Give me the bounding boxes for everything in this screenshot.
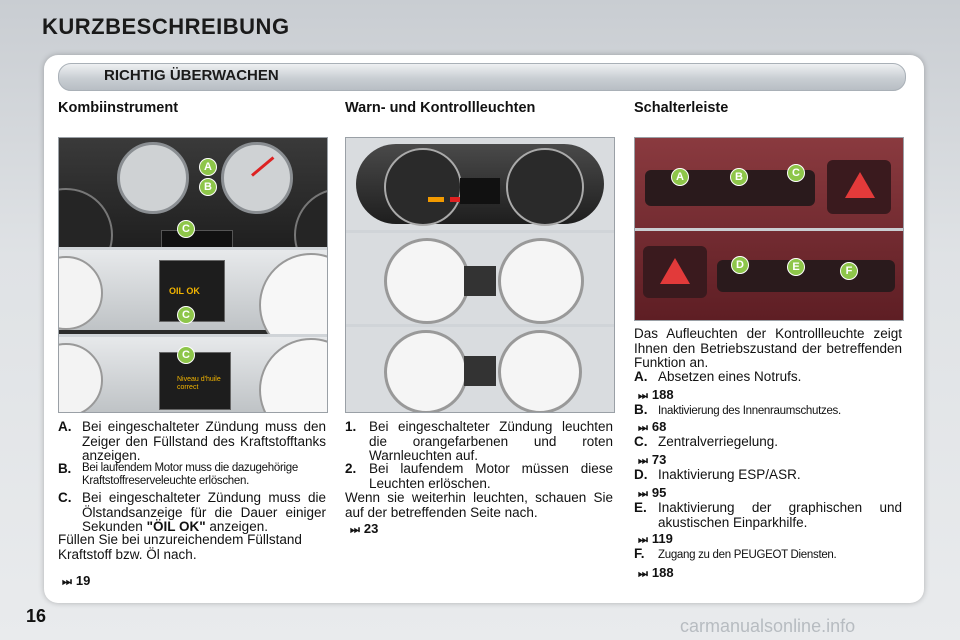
- badge-c-2: C: [177, 306, 195, 324]
- item-label: 2.: [345, 461, 357, 476]
- column-title-warnleuchten: Warn- und Kontrollleuchten: [345, 100, 536, 116]
- list-item: [58, 420, 326, 464]
- image-divider: [635, 228, 903, 231]
- item-label: C.: [58, 490, 72, 505]
- item-text: Inaktivierung der graphischen und akustischen Einparkhilfe.: [658, 500, 902, 530]
- arrow-right-icon: ⏭: [638, 390, 648, 402]
- item-text: Inaktivierung des Innenraumschutzes.: [658, 405, 841, 417]
- item-text: Bei eingeschalteter Zündung muss den Zeiger den Füllstand des Kraftstofftanks anzeigen.: [82, 419, 326, 463]
- section-title: RICHTIG ÜBERWACHEN: [104, 67, 279, 84]
- item-label: A.: [58, 419, 72, 434]
- oil-level-display-text: Niveau d'huile correct: [177, 376, 221, 391]
- badge-c: C: [177, 220, 195, 238]
- intro-paragraph: Das Aufleuchten der Kontrollleuchte zeigt Ihnen den Betriebszustand der betreffenden Funktion an.: [634, 326, 902, 370]
- arrow-right-icon: ⏭: [638, 422, 648, 434]
- badge-c-3: C: [177, 346, 195, 364]
- orange-warning-light: [428, 197, 444, 202]
- item-text: Bei laufendem Motor müssen diese Leuchten erlöschen.: [369, 461, 613, 491]
- item-label: A.: [634, 369, 648, 384]
- fuel-gauge: [117, 142, 189, 214]
- arrow-right-icon: ⏭: [638, 534, 648, 546]
- list-item: [634, 468, 902, 484]
- page-reference[interactable]: [638, 485, 666, 501]
- badge-d: D: [731, 256, 749, 274]
- list-item: [634, 547, 902, 563]
- column-title-schalterleiste: Schalterleiste: [634, 100, 729, 116]
- badge-a: A: [199, 158, 217, 176]
- item-text: [82, 491, 326, 535]
- item-text: Bei eingeschalteter Zündung leuchten die orangefarbenen und roten Warnleuchten auf.: [369, 419, 613, 463]
- column-title-kombiinstrument: Kombiinstrument: [58, 100, 179, 116]
- list-item: [58, 462, 326, 490]
- item-text-tail: anzeigen.: [209, 519, 268, 534]
- speedometer-dark: [384, 148, 462, 226]
- note-paragraph: Füllen Sie bei unzureichendem Füllstand Kraftstoff bzw. Öl nach.: [58, 532, 302, 562]
- item-label: C.: [634, 434, 648, 449]
- speedometer-light-2: [384, 330, 468, 413]
- page-reference-number: 19: [75, 573, 91, 588]
- oil-ok-display-text: OIL OK: [169, 286, 200, 296]
- badge-c: C: [787, 164, 805, 182]
- image-divider: [346, 230, 614, 233]
- item-text: Inaktivierung ESP/ASR.: [658, 467, 801, 482]
- tachometer-dark: [506, 148, 584, 226]
- red-warning-light: [450, 197, 460, 202]
- list-item: [634, 403, 902, 419]
- item-text: Zentralverriegelung.: [658, 434, 779, 449]
- page-reference-number: 73: [651, 452, 667, 467]
- arrow-right-icon: ⏭: [350, 524, 360, 536]
- list-item: [58, 491, 326, 535]
- page-number: 16: [26, 606, 47, 626]
- page-reference-number: 95: [651, 485, 667, 500]
- badge-f: F: [840, 262, 858, 280]
- page-reference[interactable]: [350, 521, 378, 537]
- speedometer-light: [384, 238, 470, 324]
- list-item: [634, 370, 902, 386]
- item-label: B.: [58, 461, 71, 476]
- note-paragraph: Wenn sie weiterhin leuchten, schauen Sie auf der betreffenden Seite nach.: [345, 490, 613, 520]
- hazard-triangle-icon: [660, 258, 690, 284]
- page-reference-number: 188: [651, 387, 674, 402]
- item-text: Absetzen eines Notrufs.: [658, 369, 802, 384]
- arrow-right-icon: ⏭: [638, 568, 648, 580]
- page-reference[interactable]: [638, 531, 673, 547]
- tachometer-light-2: [498, 330, 582, 413]
- list-item: [634, 435, 902, 451]
- badge-e: E: [787, 258, 805, 276]
- list-item: [345, 420, 613, 464]
- item-label: F.: [634, 546, 645, 561]
- list-item: [345, 462, 613, 492]
- arrow-right-icon: ⏭: [62, 576, 72, 588]
- list-item: [634, 501, 902, 531]
- badge-b: B: [199, 178, 217, 196]
- page-reference[interactable]: [638, 452, 666, 468]
- page-reference-number: 188: [651, 565, 674, 580]
- badge-b: B: [730, 168, 748, 186]
- arrow-right-icon: ⏭: [638, 488, 648, 500]
- warning-lights-image: [345, 137, 615, 413]
- page-title: KURZBESCHREIBUNG: [42, 14, 290, 39]
- page-reference[interactable]: [638, 565, 674, 581]
- page-reference[interactable]: [638, 419, 666, 435]
- badge-a: A: [671, 168, 689, 186]
- page-reference[interactable]: [62, 573, 90, 589]
- tachometer-light: [498, 238, 584, 324]
- switch-panel-image: [634, 137, 904, 321]
- temperature-gauge: [221, 142, 293, 214]
- item-label: D.: [634, 467, 648, 482]
- instrument-cluster-image: [58, 137, 328, 413]
- item-label: B.: [634, 402, 648, 417]
- hazard-triangle-icon: [845, 172, 875, 198]
- arrow-right-icon: ⏭: [638, 455, 648, 467]
- item-text: Bei laufendem Motor muss die dazugehörige Kraftstoffreserveleuchte erlöschen.: [82, 462, 298, 487]
- page-reference-number: 68: [651, 419, 667, 434]
- item-text: Zugang zu den PEUGEOT Diensten.: [658, 549, 837, 561]
- image-divider: [346, 324, 614, 327]
- item-text-bold: "ÖIL OK": [146, 519, 206, 534]
- page-reference-number: 119: [651, 531, 673, 546]
- page-reference-number: 23: [363, 521, 379, 536]
- page-reference[interactable]: [638, 387, 674, 403]
- item-label: 1.: [345, 419, 357, 434]
- item-label: E.: [634, 500, 647, 515]
- watermark: carmanualsonline.info: [680, 616, 856, 636]
- item-text-main: Bei eingeschalteter Zündung muss die Ölstandsanzeige für die Dauer einiger Sekunden: [82, 490, 326, 534]
